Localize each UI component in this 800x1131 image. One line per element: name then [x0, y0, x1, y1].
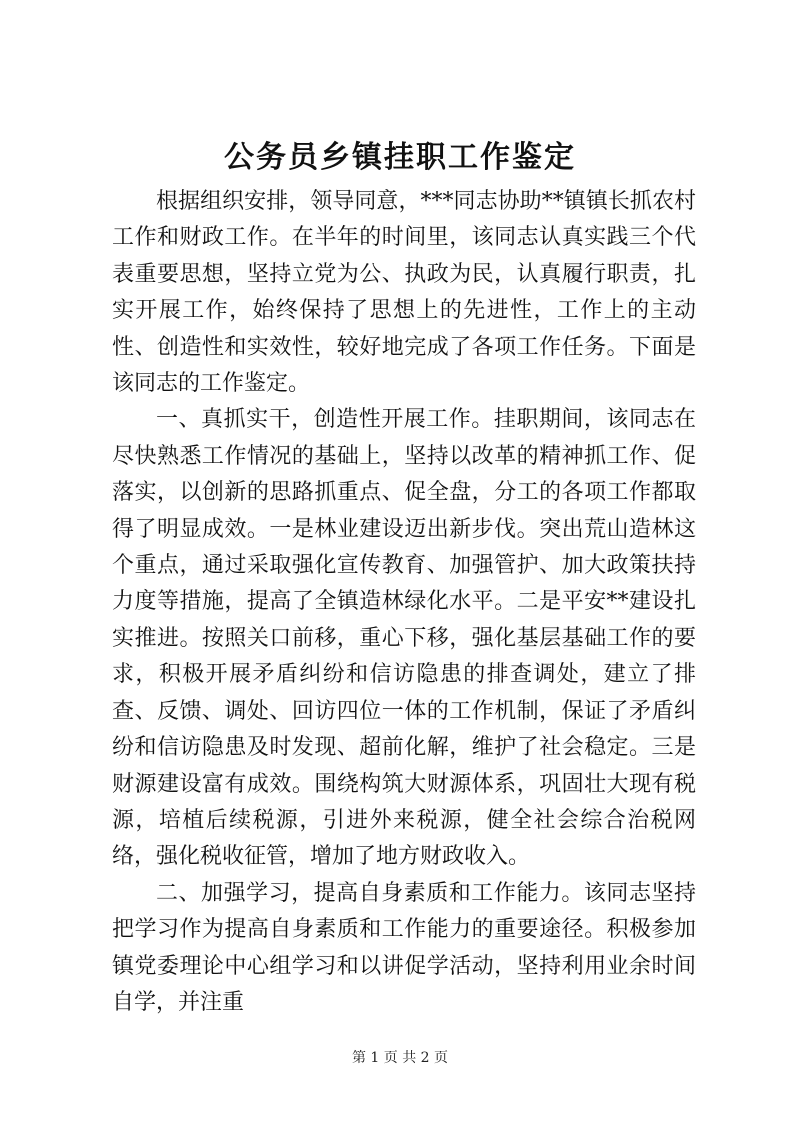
paragraph-section-two: 二、加强学习，提高自身素质和工作能力。该同志坚持把学习作为提高自身素质和工作能力的重要途径。积极参加镇党委理论中心组学习和以讲促学活动，坚持利用业余时间自学，并注重 — [112, 880, 696, 1015]
document-body — [112, 184, 696, 1021]
document-title: 公务员乡镇挂职工作鉴定 — [224, 140, 576, 175]
paragraph-intro: 根据组织安排，领导同意，***同志协助**镇镇长抓农村工作和财政工作。在半年的时间里，该同志认真实践三个代表重要思想，坚持立党为公、执政为民，认真履行职责，扎实开展工作，始终保持了思想上的先进性，工作上的主动性、创造性和实效性，较好地完成了各项工作任务。下面是该同志的工作鉴定。 — [112, 189, 696, 397]
page-number-footer: 第 1 页 共 2 页 — [351, 1050, 449, 1066]
paragraph-section-one: 一、真抓实干，创造性开展工作。挂职期间，该同志在尽快熟悉工作情况的基础上，坚持以改革的精神抓工作、促落实，以创新的思路抓重点、促全盘，分工的各项工作都取得了明显成效。一是林业建设迈出新步伐。突出荒山造林这个重点，通过采取强化宣传教育、加强管护、加大政策扶持力度等措施，提高了全镇造林绿化水平。二是平安**建设扎实推进。按照关口前移，重心下移，强化基层基础工作的要求，积极开展矛盾纠纷和信访隐患的排查调处，建立了排查、反馈、调处、回访四位一体的工作机制，保证了矛盾纠纷和信访隐患及时发现、超前化解，维护了社会稳定。三是财源建设富有成效。围绕构筑大财源体系，巩固壮大现有税源，培植后续税源，引进外来税源，健全社会综合治税网络，强化税收征管，增加了地方财政收入。 — [112, 407, 696, 870]
